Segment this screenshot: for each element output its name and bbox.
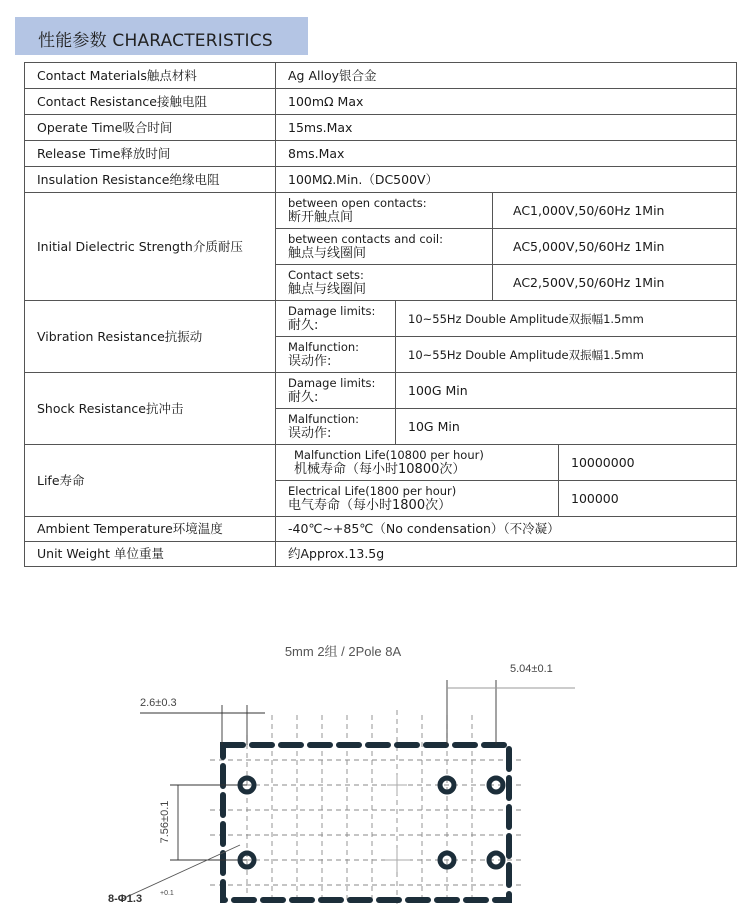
spec-value: 15ms.Max xyxy=(276,115,737,141)
sub-label-zh: 耐久: xyxy=(288,317,319,333)
spec-value: 100MΩ.Min.（DC500V） xyxy=(276,167,737,193)
table-row xyxy=(25,63,737,89)
table-row xyxy=(25,193,737,229)
spec-sub-label xyxy=(276,193,493,229)
spec-sub-label xyxy=(276,373,396,409)
pin-hole xyxy=(489,778,503,792)
spec-value: 100G Min xyxy=(396,373,737,409)
sub-label-en: Malfunction: xyxy=(288,411,360,426)
spec-value: 10G Min xyxy=(396,409,737,445)
center-marks xyxy=(385,775,410,872)
spec-value: 100mΩ Max xyxy=(276,89,737,115)
spec-sub-label xyxy=(276,301,396,337)
spec-value: 8ms.Max xyxy=(276,141,737,167)
sub-label-en: Damage limits: xyxy=(288,303,376,318)
dim-hole: 8-Φ1.3 xyxy=(108,893,143,904)
spec-label: Initial Dielectric Strength介质耐压 xyxy=(25,193,276,301)
spec-sub-label xyxy=(276,445,559,481)
table-row xyxy=(25,445,737,481)
characteristics-table xyxy=(24,62,737,567)
drawing-title: 5mm 2组 / 2Pole 8A xyxy=(284,644,402,659)
spec-value: 约Approx.13.5g xyxy=(276,542,737,567)
spec-value: 100000 xyxy=(559,481,737,517)
spec-sub-label xyxy=(276,481,559,517)
table-row xyxy=(25,115,737,141)
spec-value: AC2,500V,50/60Hz 1Min xyxy=(493,265,737,301)
spec-value: 10~55Hz Double Amplitude双振幅1.5mm xyxy=(396,337,737,373)
sub-label-en: Malfunction: xyxy=(288,339,360,354)
spec-label: Operate Time吸合时间 xyxy=(25,115,276,141)
spec-value: Ag Alloy银合金 xyxy=(276,63,737,89)
sub-label-en: Contact sets: xyxy=(288,267,364,282)
grid-lines xyxy=(210,710,525,904)
table-row xyxy=(25,301,737,337)
sub-label-en: between open contacts: xyxy=(288,195,427,210)
dim-row-spacing: 7.56±0.1 xyxy=(159,800,171,844)
sub-label-en: Malfunction Life(10800 per hour) xyxy=(294,447,484,462)
spec-label: Contact Materials触点材料 xyxy=(25,63,276,89)
table-row xyxy=(25,167,737,193)
spec-value: AC1,000V,50/60Hz 1Min xyxy=(493,193,737,229)
table-row xyxy=(25,517,737,542)
sub-label-en: between contacts and coil: xyxy=(288,231,443,246)
spec-sub-label xyxy=(276,229,493,265)
spec-sub-label xyxy=(276,265,493,301)
sub-label-zh: 触点与线圈间 xyxy=(288,281,367,297)
spec-label: Unit Weight 单位重量 xyxy=(25,542,276,567)
spec-value: -40℃~+85℃（No condensation）（不冷凝） xyxy=(276,517,737,542)
table-row xyxy=(25,89,737,115)
spec-label: Ambient Temperature环境温度 xyxy=(25,517,276,542)
sub-label-zh: 机械寿命（每小时10800次） xyxy=(294,461,466,477)
spec-value: AC5,000V,50/60Hz 1Min xyxy=(493,229,737,265)
pin-holes xyxy=(240,778,503,867)
sub-label-en: Electrical Life(1800 per hour) xyxy=(288,483,457,498)
pcb-layout-drawing xyxy=(0,620,750,904)
sub-label-zh: 断开触点间 xyxy=(288,209,354,225)
dim-pitch-right: 5.04±0.1 xyxy=(510,663,553,675)
spec-label: Contact Resistance接触电阻 xyxy=(25,89,276,115)
spec-label: Shock Resistance抗冲击 xyxy=(25,373,276,445)
table-row xyxy=(25,373,737,409)
sub-label-zh: 误动作: xyxy=(288,353,332,369)
table-row xyxy=(25,141,737,167)
sub-label-zh: 耐久: xyxy=(288,389,319,405)
dim-pitch-left: 2.6±0.3 xyxy=(140,697,177,709)
relay-outline xyxy=(223,745,509,900)
section-title: 性能参数 CHARACTERISTICS xyxy=(38,31,273,51)
sub-label-en: Damage limits: xyxy=(288,375,376,390)
spec-sub-label xyxy=(276,409,396,445)
sub-label-zh: 误动作: xyxy=(288,425,332,441)
table-row xyxy=(25,542,737,567)
spec-label: Vibration Resistance抗振动 xyxy=(25,301,276,373)
sub-label-zh: 触点与线圈间 xyxy=(288,245,367,261)
spec-value: 10000000 xyxy=(559,445,737,481)
spec-value: 10~55Hz Double Amplitude双振幅1.5mm xyxy=(396,301,737,337)
spec-label: Insulation Resistance绝缘电阻 xyxy=(25,167,276,193)
spec-label: Life寿命 xyxy=(25,445,276,517)
sub-label-zh: 电气寿命（每小时1800次） xyxy=(288,497,452,513)
pin-hole xyxy=(489,853,503,867)
spec-sub-label xyxy=(276,337,396,373)
spec-label: Release Time释放时间 xyxy=(25,141,276,167)
dim-hole-tol-upper: +0.1 xyxy=(160,890,174,897)
